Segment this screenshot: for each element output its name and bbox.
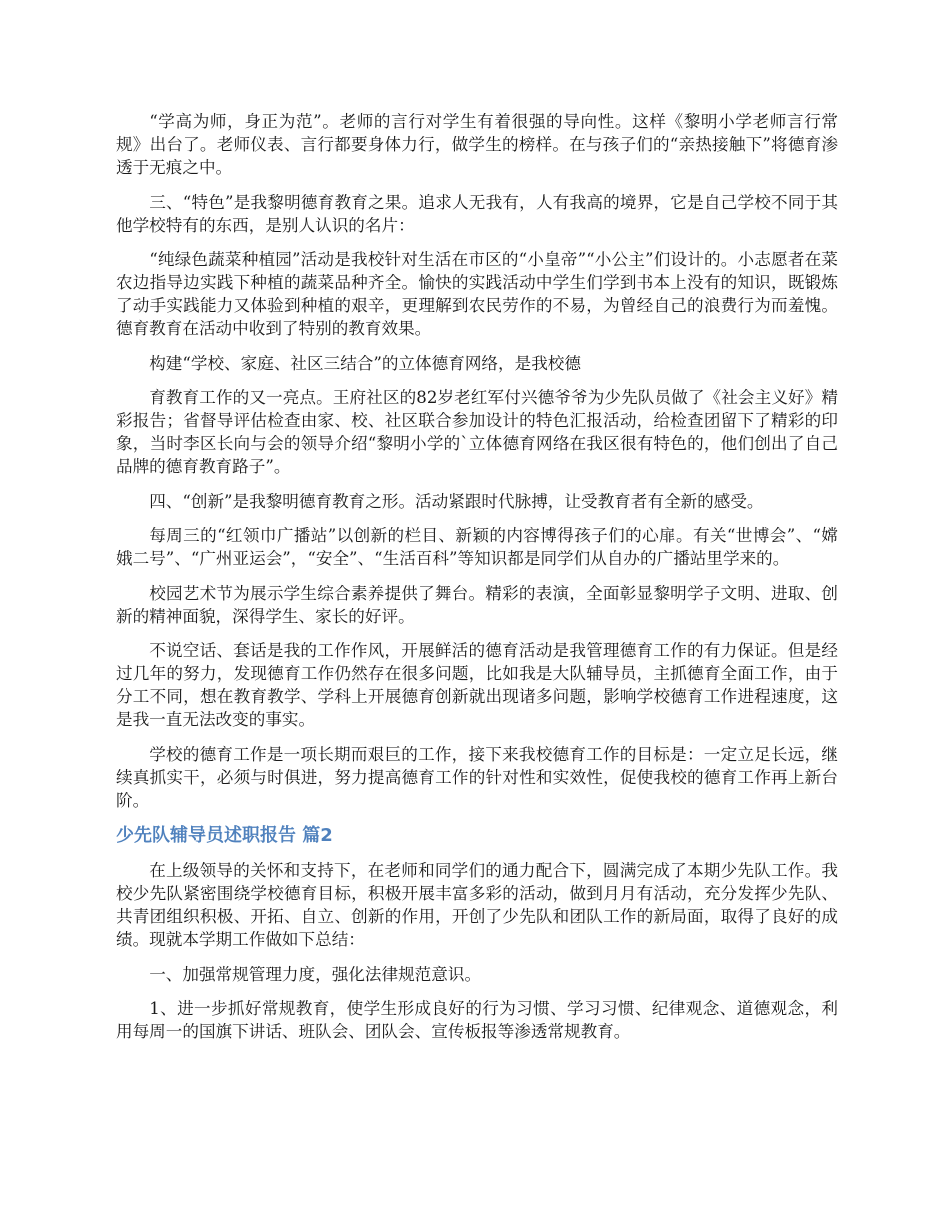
paragraph: 每周三的“红领巾广播站”以创新的栏目、新颖的内容博得孩子们的心扉。有关“世博会”、“嫦娥二号”、“广州亚运会”，“安全”、“生活百科”等知识都是同学们从自办的广播站里学来的。 (116, 526, 838, 568)
paragraph: 不说空话、套话是我的工作作风，开展鲜活的德育活动是我管理德育工作的有力保证。但是经过几年的努力，发现德育工作仍然存在很多问题，比如我是大队辅导员，主抓德育全面工作，由于分工不同，想在教育教学、学科上开展德育创新就出现诸多问题，影响学校德育工作进程速度，这是我一直无法改变的事实。 (116, 641, 838, 729)
paragraph: 学校的德育工作是一项长期而艰巨的工作，接下来我校德育工作的目标是：一定立足长远，继续真抓实干，必须与时俱进，努力提高德育工作的针对性和实效性，促使我校的德育工作再上新台阶。 (116, 744, 838, 810)
paragraph: 三、“特色”是我黎明德育教育之果。追求人无我有，人有我高的境界，它是自己学校不同于其他学校特有的东西，是别人认识的名片： (116, 192, 838, 235)
document-body (116, 110, 838, 1055)
section-heading: 少先队辅导员述职报告 篇2 (116, 825, 333, 846)
paragraph: 四、“创新”是我黎明德育教育之形。活动紧跟时代脉搏，让受教育者有全新的感受。 (149, 491, 764, 511)
paragraph: “学高为师，身正为范”。老师的言行对学生有着很强的导向性。这样《黎明小学老师言行常规》出台了。老师仪表、言行都要身体力行，做学生的榜样。在与孩子们的“亲热接触下”将德育渗透于无痕之中。 (116, 112, 838, 177)
paragraph: 育教育工作的又一亮点。王府社区的82岁老红军付兴德爷爷为少先队员做了《社会主义好》精彩报告；省督导评估检查由家、校、社区联合参加设计的特色汇报活动，给检查团留下了精彩的印象，当时李区长向与会的领导介绍“黎明小学的`立体德育网络在我区很有特色的，他们创出了自己品牌的德育教育路子”。 (116, 388, 838, 476)
paragraph: 1、进一步抓好常规教育，使学生形成良好的行为习惯、学习习惯、纪律观念、道德观念，利用每周一的国旗下讲话、班队会、团队会、宣传板报等渗透常规教育。 (116, 999, 838, 1041)
paragraph: 一、加强常规管理力度，强化法律规范意识。 (149, 964, 482, 984)
paragraph: 构建“学校、家庭、社区三结合”的立体德育网络，是我校德 (149, 353, 581, 373)
paragraph: 校园艺术节为展示学生综合素养提供了舞台。精彩的表演，全面彰显黎明学子文明、进取、创新的精神面貌，深得学生、家长的好评。 (116, 583, 838, 626)
paragraph: 在上级领导的关怀和支持下，在老师和同学们的通力配合下，圆满完成了本期少先队工作。我校少先队紧密围绕学校德育目标，积极开展丰富多彩的活动，做到月月有活动，充分发挥少先队、共青团组织积极、开拓、自立、创新的作用，开创了少先队和团队工作的新局面，取得了良好的成绩。现就本学期工作做如下总结： (116, 861, 838, 949)
paragraph: “纯绿色蔬菜种植园”活动是我校针对生活在市区的“小皇帝”“小公主”们设计的。小志愿者在菜农边指导边实践下种植的蔬菜品种齐全。愉快的实践活动中学生们学到书本上没有的知识，既锻炼了动手实践能力又体验到种植的艰辛，更理解到农民劳作的不易，为曾经自己的浪费行为而羞愧。德育教育在活动中收到了特别的教育效果。 (116, 250, 838, 338)
